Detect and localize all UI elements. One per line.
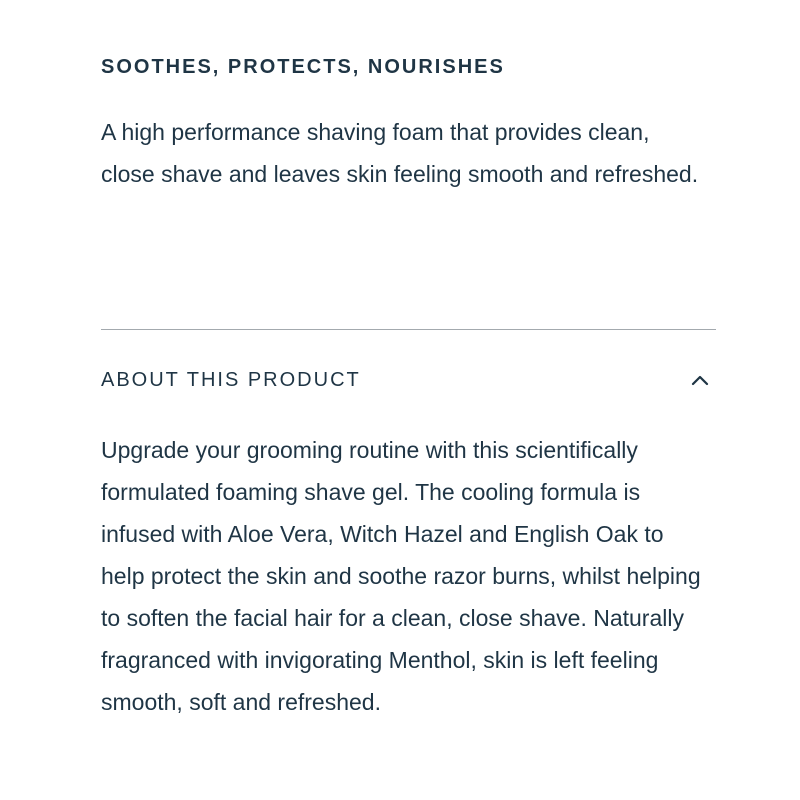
about-accordion-toggle[interactable] — [101, 362, 716, 398]
product-intro: A high performance shaving foam that provides clean, close shave and leaves skin feeling smooth and refreshed. — [101, 119, 699, 187]
chevron-up-icon[interactable] — [690, 370, 710, 390]
section-divider — [101, 329, 716, 330]
about-description: Upgrade your grooming routine with this scientifically formulated foaming shave gel. The cooling formula is infused with Aloe Vera, Witch Hazel and English Oak to help protect the skin and soothe razor burns, whilst helping to soften the facial hair for a clean, close shave. Naturally fragranced with invigorating Menthol, skin is left feeling smooth, soft and refreshed. — [101, 437, 701, 715]
product-tagline: SOOTHES, PROTECTS, NOURISHES — [101, 56, 505, 78]
about-accordion-title: ABOUT THIS PRODUCT — [101, 368, 361, 391]
